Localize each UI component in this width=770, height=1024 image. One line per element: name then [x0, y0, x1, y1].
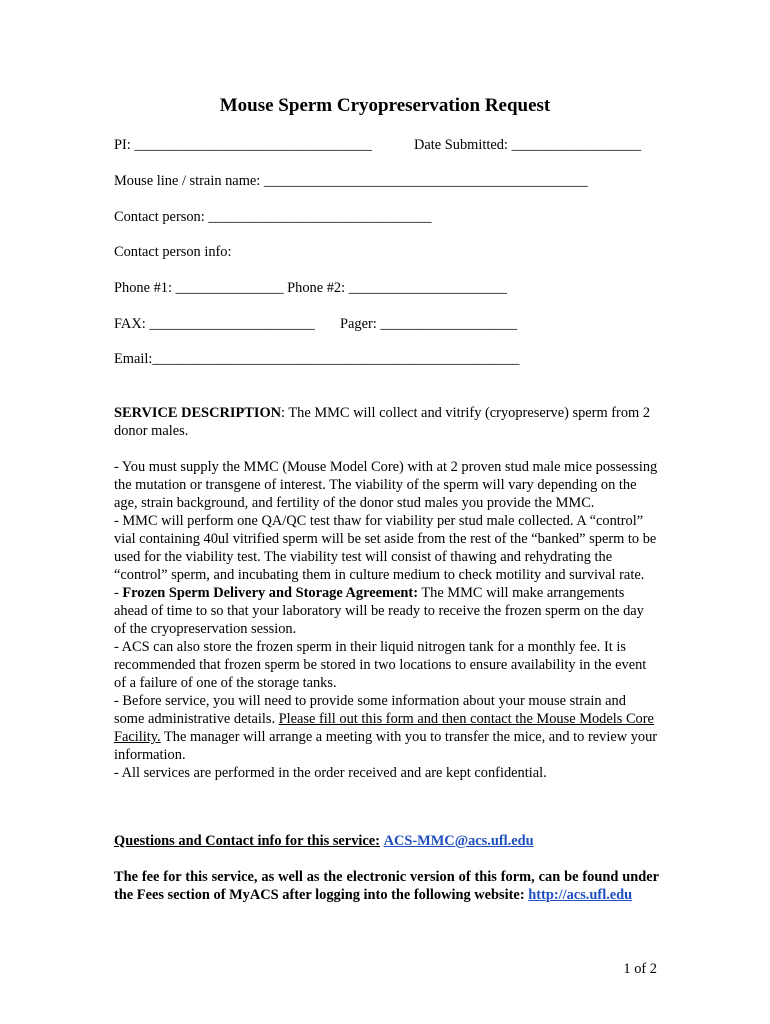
pager-row: [340, 315, 517, 333]
page-title: Mouse Sperm Cryopreservation Request: [219, 95, 551, 116]
phone1-field[interactable]: _______________: [175, 280, 284, 296]
paragraph-before-service: [114, 692, 659, 764]
email-row: [114, 350, 519, 368]
pi-row: [114, 136, 372, 154]
website-link[interactable]: http://acs.ufl.edu: [528, 887, 633, 903]
service-heading: SERVICE DESCRIPTION: [114, 405, 282, 421]
mouse-line-field[interactable]: _____________________________________________: [263, 173, 588, 189]
contact-label: Questions and Contact info for this service:: [114, 833, 380, 849]
phone1-label: Phone #1:: [114, 280, 172, 296]
pager-field[interactable]: ___________________: [380, 316, 518, 332]
date-label: Date Submitted:: [414, 137, 508, 153]
contact-info-label: Contact person info:: [114, 244, 232, 260]
fee-text: The fee for this service, as well as the electronic version of this form, can be found under the Fees section of MyACS after logging into the following website:: [114, 869, 659, 903]
mouse-line-row: [114, 172, 588, 190]
fax-label: FAX:: [114, 316, 146, 332]
fax-row: [114, 315, 315, 333]
service-description: [114, 404, 659, 440]
phone2-field[interactable]: ______________________: [348, 280, 507, 296]
paragraph-confidential: - All services are performed in the order received and are kept confidential.: [114, 765, 547, 781]
fax-field[interactable]: _______________________: [149, 316, 315, 332]
contact-person-label: Contact person:: [114, 209, 205, 225]
pi-label: PI:: [114, 137, 131, 153]
before-service-end: The manager will arrange a meeting with you to transfer the mice, and to review your information.: [114, 729, 658, 763]
email-label: Email:: [114, 351, 153, 367]
contact-email-link[interactable]: ACS-MMC@acs.ufl.edu: [383, 833, 534, 849]
paragraph-acs-storage: - ACS can also store the frozen sperm in their liquid nitrogen tank for a monthly fee. It is recommended that frozen sperm be stored in two locations to ensure availability in the event of a failure of one of the storage tanks.: [114, 639, 647, 691]
before-service-start: - Before service, you will need to provide some information about your mouse strain and some administrative details.: [114, 693, 626, 727]
fill-form-instruction: Please fill out this form and then contact the Mouse Models Core Facility.: [114, 711, 654, 745]
delivery-heading: Frozen Sperm Delivery and Storage Agreement:: [122, 585, 418, 601]
contact-line: [114, 832, 534, 850]
date-field[interactable]: __________________: [511, 137, 642, 153]
phone2-label: Phone #2:: [287, 280, 346, 296]
pager-label: Pager:: [340, 316, 377, 332]
fee-paragraph: [114, 868, 659, 904]
contact-person-field[interactable]: _______________________________: [208, 209, 432, 225]
email-field[interactable]: ___________________________________________________: [152, 351, 520, 367]
delivery-text: The MMC will make arrangements ahead of time to so that your laboratory will be ready to receive the frozen sperm on the day of the cryopreservation session.: [114, 585, 644, 637]
pi-field[interactable]: _________________________________: [134, 137, 372, 153]
delivery-prefix: -: [114, 585, 123, 601]
paragraph-stud-males: - You must supply the MMC (Mouse Model Core) with at 2 proven stud male mice possessing the mutation or transgene of interest. The viability of the sperm will vary depending on the age, strain background, and fertility of the donor stud males you provide the MMC.: [114, 459, 658, 511]
phone-row: [114, 279, 507, 297]
paragraph-qa-qc: - MMC will perform one QA/QC test thaw for viability per stud male collected. A “control” vial containing 40ul vitrified sperm will be set aside from the rest of the “banked” sperm to be used for the viability test. The viability test will consist of thawing and rehydrating the “control” sperm, and incubating them in culture medium to check motility and survival rate.: [114, 513, 657, 583]
mouse-line-label: Mouse line / strain name:: [114, 173, 261, 189]
date-row: [414, 136, 641, 154]
paragraph-delivery-storage: [114, 584, 659, 638]
service-details: [114, 458, 659, 782]
service-text: : The MMC will collect and vitrify (cryopreserve) sperm from 2 donor males.: [114, 405, 651, 439]
page-number: 1 of 2: [623, 961, 657, 977]
contact-person-row: [114, 208, 431, 226]
